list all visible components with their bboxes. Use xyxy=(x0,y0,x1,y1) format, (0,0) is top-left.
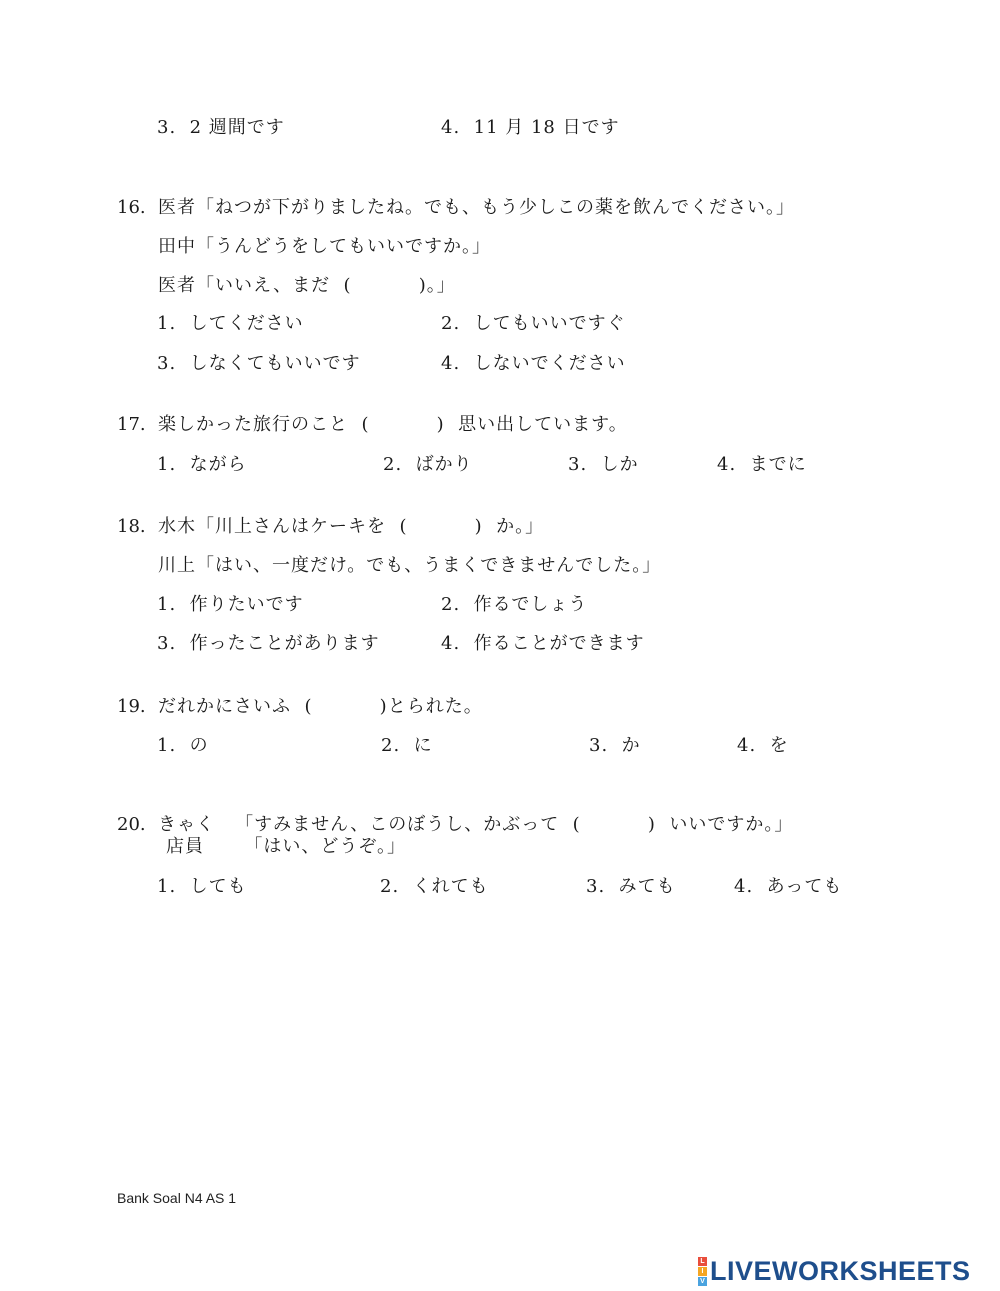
q16-option-1: 1. してください xyxy=(157,313,304,334)
q18-number: 18. xyxy=(117,516,146,537)
q19-option-1: 1. の xyxy=(157,735,209,756)
q16-line-3: 医者「いいえ、まだ ( )。」 xyxy=(158,275,456,296)
q16-option-3: 3. しなくてもいいです xyxy=(157,353,361,374)
q17-option-4: 4. までに xyxy=(717,454,807,475)
q18-option-1: 1. 作りたいです xyxy=(157,594,304,615)
q17-number: 17. xyxy=(117,414,146,435)
q19-number: 19. xyxy=(117,696,146,717)
q19-option-2: 2. に xyxy=(381,735,433,756)
q20-number: 20. xyxy=(117,814,146,835)
q19-option-4: 4. を xyxy=(737,735,789,756)
q20-line-1: きゃく 「すみません、このぼうし、かぶって ( ) いいですか。」 xyxy=(158,814,794,835)
q18-line-1: 水木「川上さんはケーキを ( ) か。」 xyxy=(158,516,545,537)
q15-option-4: 4. 11 月 18 日です xyxy=(441,117,620,138)
q17-option-2: 2. ばかり xyxy=(383,454,473,475)
q16-number: 16. xyxy=(117,197,146,218)
q16-line-2: 田中「うんどうをしてもいいですか。」 xyxy=(158,236,491,257)
footer-caption: Bank Soal N4 AS 1 xyxy=(117,1190,237,1206)
q18-option-3: 3. 作ったことがあります xyxy=(157,633,380,654)
q16-option-4: 4. しないでください xyxy=(441,353,626,374)
q16-line-1: 医者「ねつが下がりましたね。でも、もう少しこの薬を飲んでください。」 xyxy=(158,197,795,218)
logo-block-v: V xyxy=(698,1277,707,1286)
q17-option-3: 3. しか xyxy=(568,454,639,475)
q16-option-2: 2. してもいいですぐ xyxy=(441,313,626,334)
q20-option-4: 4. あっても xyxy=(734,876,843,897)
logo-blocks-icon xyxy=(698,1257,707,1286)
q18-option-2: 2. 作るでしょう xyxy=(441,594,588,615)
q17-option-1: 1. ながら xyxy=(157,454,247,475)
q17-line-1: 楽しかった旅行のこと ( ) 思い出しています。 xyxy=(158,414,628,435)
q20-option-3: 3. みても xyxy=(586,876,676,897)
q15-option-3: 3. 2 週間です xyxy=(157,117,285,138)
liveworksheets-logo xyxy=(698,1256,971,1287)
q19-option-3: 3. か xyxy=(589,735,641,756)
logo-text: LIVEWORKSHEETS xyxy=(710,1256,971,1286)
q18-line-2: 川上「はい、一度だけ。でも、うまくできませんでした。」 xyxy=(158,555,662,576)
q19-line-1: だれかにさいふ ( )とられた。 xyxy=(158,696,483,717)
q20-option-1: 1. しても xyxy=(157,876,247,897)
logo-block-i: I xyxy=(698,1267,707,1276)
q18-option-4: 4. 作ることができます xyxy=(441,633,645,654)
q20-option-2: 2. くれても xyxy=(380,876,489,897)
logo-block-l: L xyxy=(698,1257,707,1266)
q20-line-2: 店員 「はい、どうぞ。」 xyxy=(166,836,406,857)
